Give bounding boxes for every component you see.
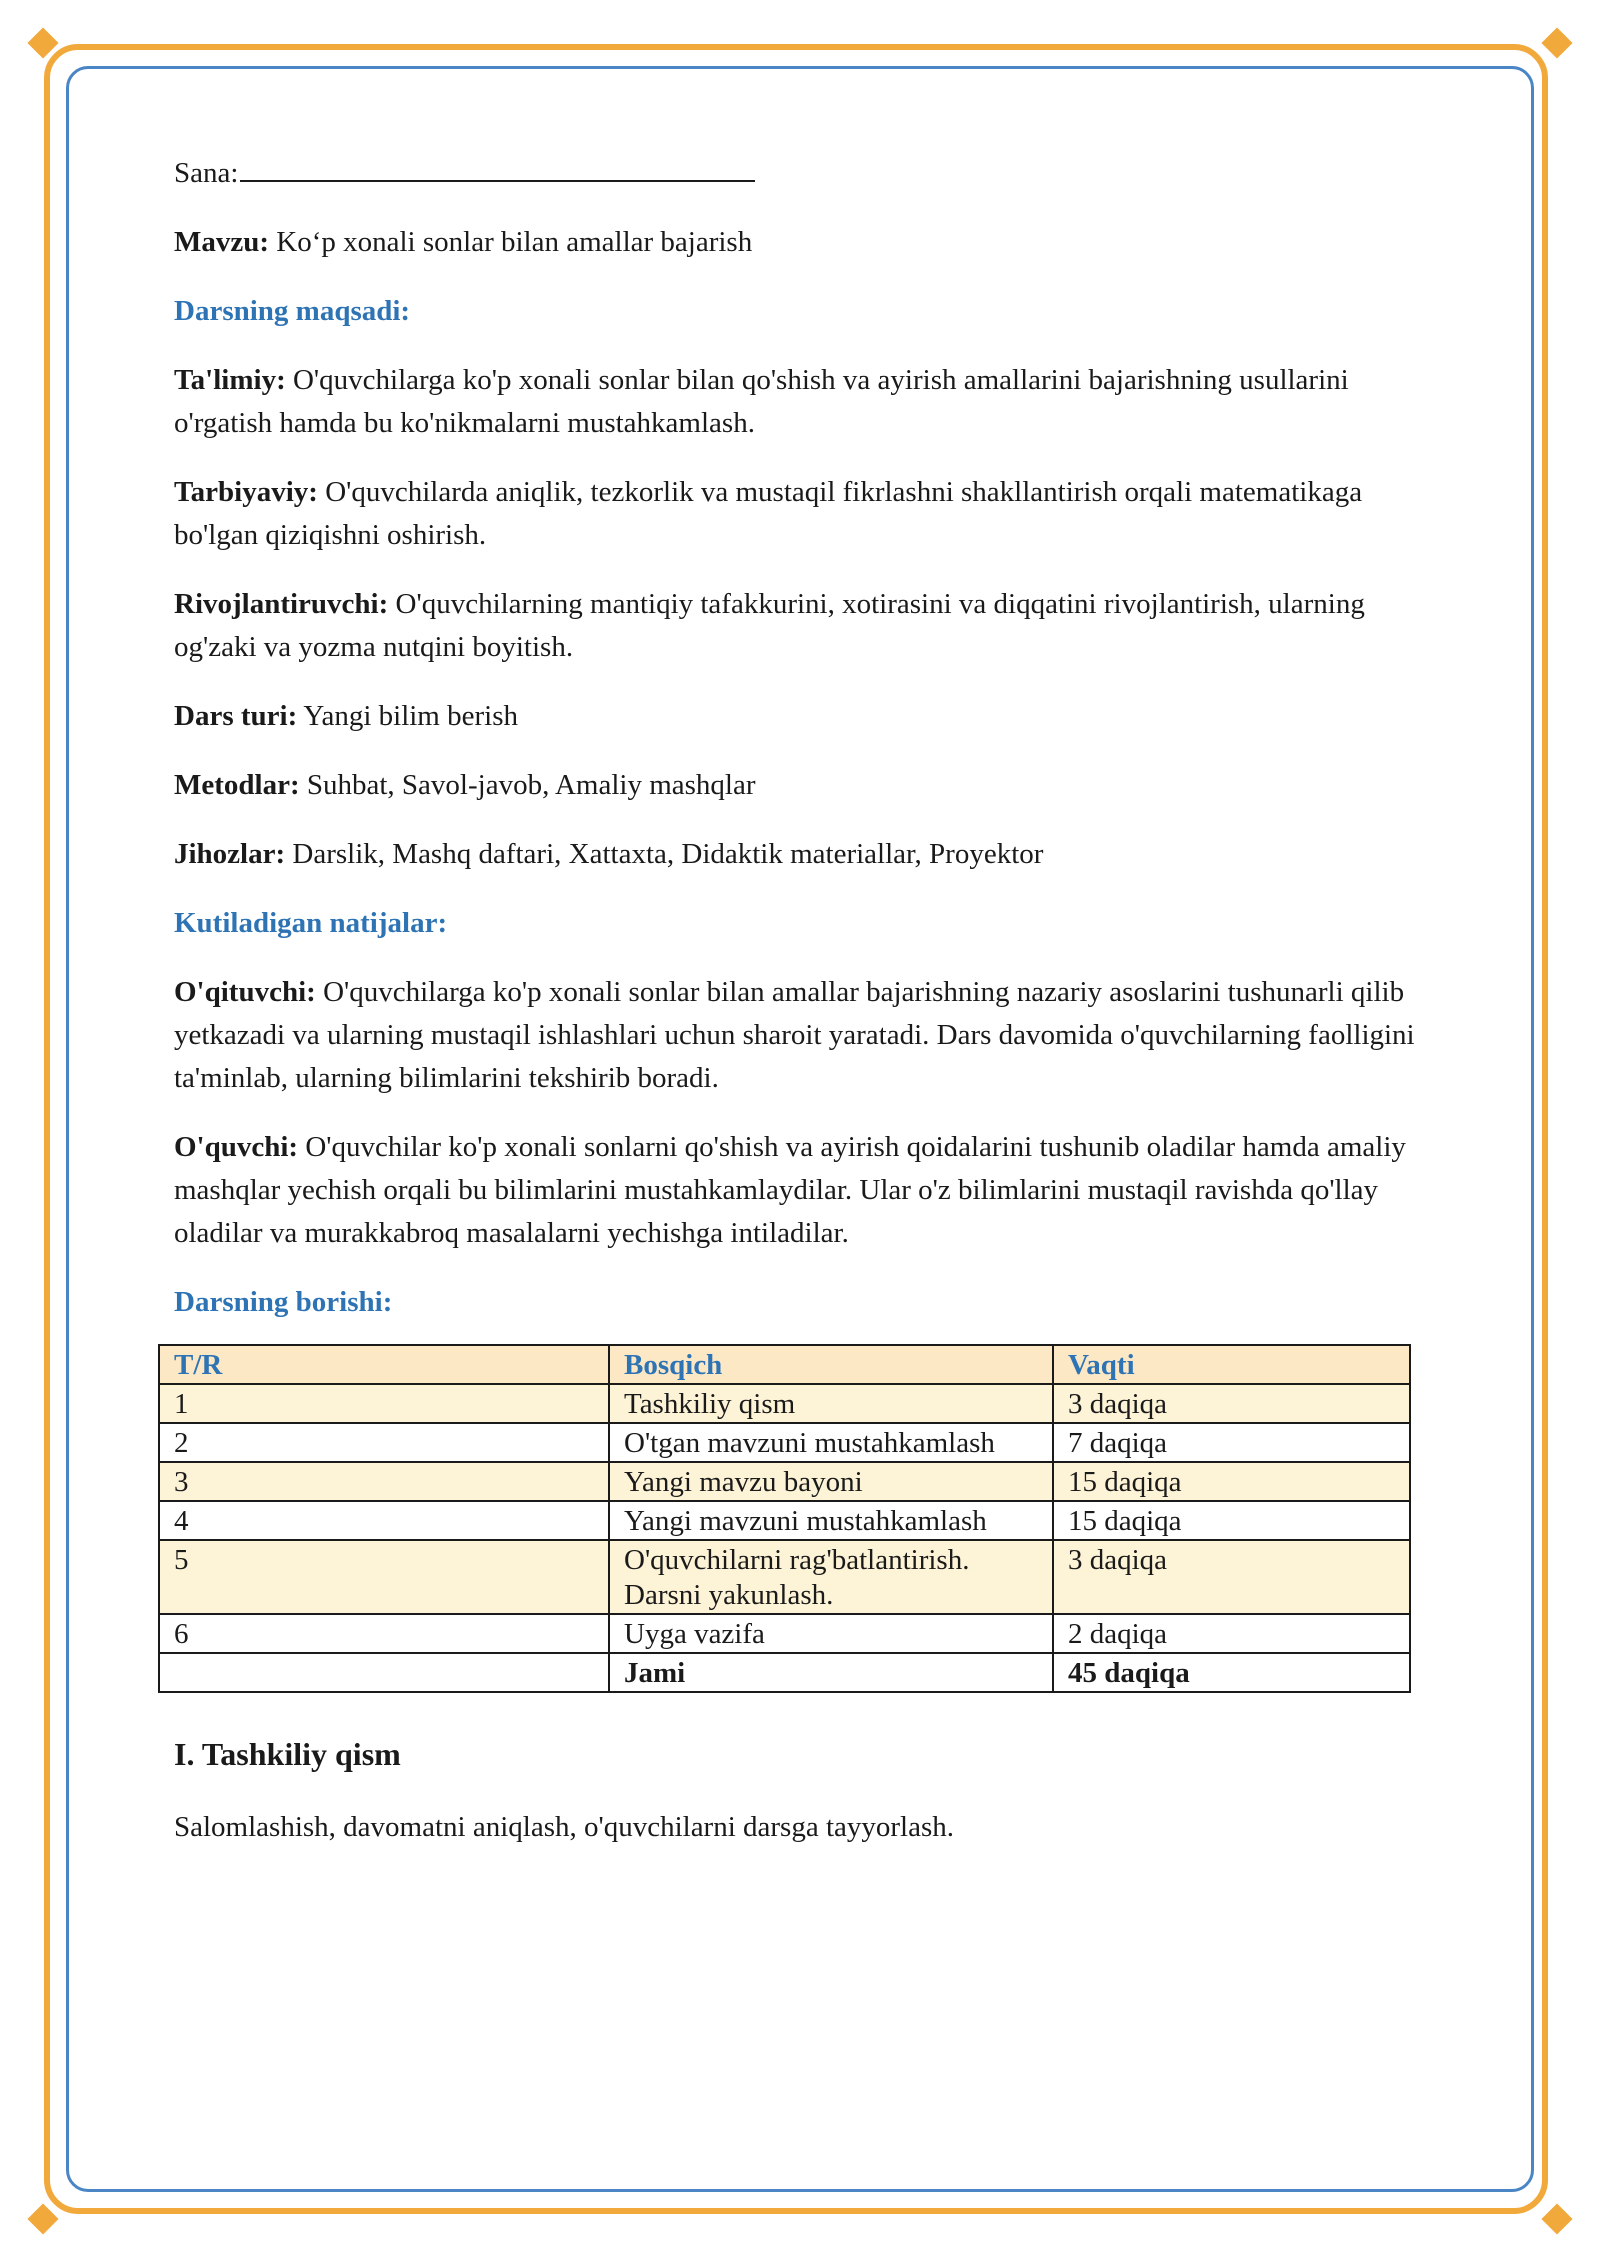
equipment	[174, 833, 1424, 876]
document-body	[174, 150, 1424, 1875]
table-cell: Tashkiliy qism	[609, 1384, 1053, 1423]
goal-developmental	[174, 583, 1424, 669]
date-line	[174, 150, 1424, 195]
lesson-plan-table	[158, 1344, 1411, 1693]
table-row	[159, 1462, 1410, 1501]
equipment-text: Darslik, Mashq daftari, Xattaxta, Didaktik materiallar, Proyektor	[292, 838, 1044, 870]
goal-educational	[174, 359, 1424, 445]
topic-line	[174, 221, 1424, 264]
section-title: I. Tashkiliy qism	[174, 1736, 401, 1772]
table-cell: 5	[159, 1540, 609, 1614]
table-header-row	[159, 1345, 1410, 1384]
outcome-student-text: O'quvchilar ko'p xonali sonlarni qo'shish va ayirish qoidalarini tushunib oladilar hamda amaliy mashqlar yechish orqali bu bilimlarini mustahkamlaydilar. Ular o'z bilimlarini mustaqil ravishda qo'llay oladilar va murakkabroq masalalarni yechishga intiladilar.	[174, 1131, 1406, 1249]
table-cell: 15 daqiqa	[1053, 1462, 1410, 1501]
table-total-value: 45 daqiqa	[1053, 1653, 1410, 1692]
date-label: Sana:	[174, 157, 239, 189]
goal-developmental-text: O'quvchilarning mantiqiy tafakkurini, xotirasini va diqqatini rivojlantirish, ularning og'zaki va yozma nutqini boyitish.	[174, 588, 1365, 663]
table-cell: 2	[159, 1423, 609, 1462]
lesson-type-text: Yangi bilim berish	[303, 700, 518, 732]
table-row	[159, 1384, 1410, 1423]
table-cell	[159, 1653, 609, 1692]
table-cell: 2 daqiqa	[1053, 1614, 1410, 1653]
table-cell: O'quvchilarni rag'batlantirish. Darsni yakunlash.	[609, 1540, 1053, 1614]
heading-outcomes: Kutiladigan natijalar:	[174, 907, 448, 939]
topic-label: Mavzu:	[174, 226, 270, 258]
methods-text: Suhbat, Savol-javob, Amaliy mashqlar	[306, 769, 756, 801]
table-cell: 4	[159, 1501, 609, 1540]
table-cell: Yangi mavzuni mustahkamlash	[609, 1501, 1053, 1540]
table-header-cell: Bosqich	[609, 1345, 1053, 1384]
table-cell: 6	[159, 1614, 609, 1653]
outcome-teacher-text: O'quvchilarga ko'p xonali sonlar bilan amallar bajarishning nazariy asoslarini tushunarli qilib yetkazadi va ularning mustaqil ishlashlari uchun sharoit yaratadi. Dars davomida o'quvchilarning faolligini ta'minlab, ularning bilimlarini tekshirib boradi.	[174, 976, 1415, 1094]
table-cell: 3 daqiqa	[1053, 1384, 1410, 1423]
equipment-label: Jihozlar:	[174, 838, 286, 870]
goal-developmental-label: Rivojlantiruvchi:	[174, 588, 389, 620]
goal-upbringing-text: O'quvchilarda aniqlik, tezkorlik va mustaqil fikrlashni shakllantirish orqali matematikaga bo'lgan qiziqishni oshirish.	[174, 476, 1363, 551]
goal-educational-text: O'quvchilarga ko'p xonali sonlar bilan qo'shish va ayirish amallarini bajarishning usullarini o'rgatish hamda bu ko'nikmalarni mustahkamlash.	[174, 364, 1349, 439]
goal-upbringing	[174, 471, 1424, 557]
table-cell: 7 daqiqa	[1053, 1423, 1410, 1462]
outcome-teacher-label: O'qituvchi:	[174, 976, 316, 1008]
table-row	[159, 1540, 1410, 1614]
lesson-type	[174, 695, 1424, 738]
corner-diamond-icon	[1541, 27, 1572, 58]
section-text: Salomlashish, davomatni aniqlash, o'quvchilarni darsga tayyorlash.	[174, 1811, 955, 1843]
table-cell: 3	[159, 1462, 609, 1501]
heading-lesson-flow: Darsning borishi:	[174, 1286, 393, 1318]
table-cell: 3 daqiqa	[1053, 1540, 1410, 1614]
corner-diamond-icon	[27, 2203, 58, 2234]
outcome-teacher	[174, 971, 1424, 1100]
table-total-row	[159, 1653, 1410, 1692]
lesson-type-label: Dars turi:	[174, 700, 298, 732]
table-total-label: Jami	[609, 1653, 1053, 1692]
goal-upbringing-label: Tarbiyaviy:	[174, 476, 318, 508]
table-cell: 15 daqiqa	[1053, 1501, 1410, 1540]
date-blank	[240, 150, 755, 182]
table-cell: 1	[159, 1384, 609, 1423]
methods-label: Metodlar:	[174, 769, 300, 801]
topic-text: Ko‘p xonali sonlar bilan amallar bajarish	[276, 226, 753, 258]
table-row	[159, 1423, 1410, 1462]
outcome-student-label: O'quvchi:	[174, 1131, 299, 1163]
methods	[174, 764, 1424, 807]
heading-goals: Darsning maqsadi:	[174, 295, 411, 327]
table-header-cell: Vaqti	[1053, 1345, 1410, 1384]
goal-educational-label: Ta'limiy:	[174, 364, 286, 396]
table-cell: O'tgan mavzuni mustahkamlash	[609, 1423, 1053, 1462]
table-cell: Yangi mavzu bayoni	[609, 1462, 1053, 1501]
outcome-student	[174, 1126, 1424, 1255]
table-header-cell: T/R	[159, 1345, 609, 1384]
corner-diamond-icon	[1541, 2203, 1572, 2234]
table-cell: Uyga vazifa	[609, 1614, 1053, 1653]
table-row	[159, 1501, 1410, 1540]
table-row	[159, 1614, 1410, 1653]
